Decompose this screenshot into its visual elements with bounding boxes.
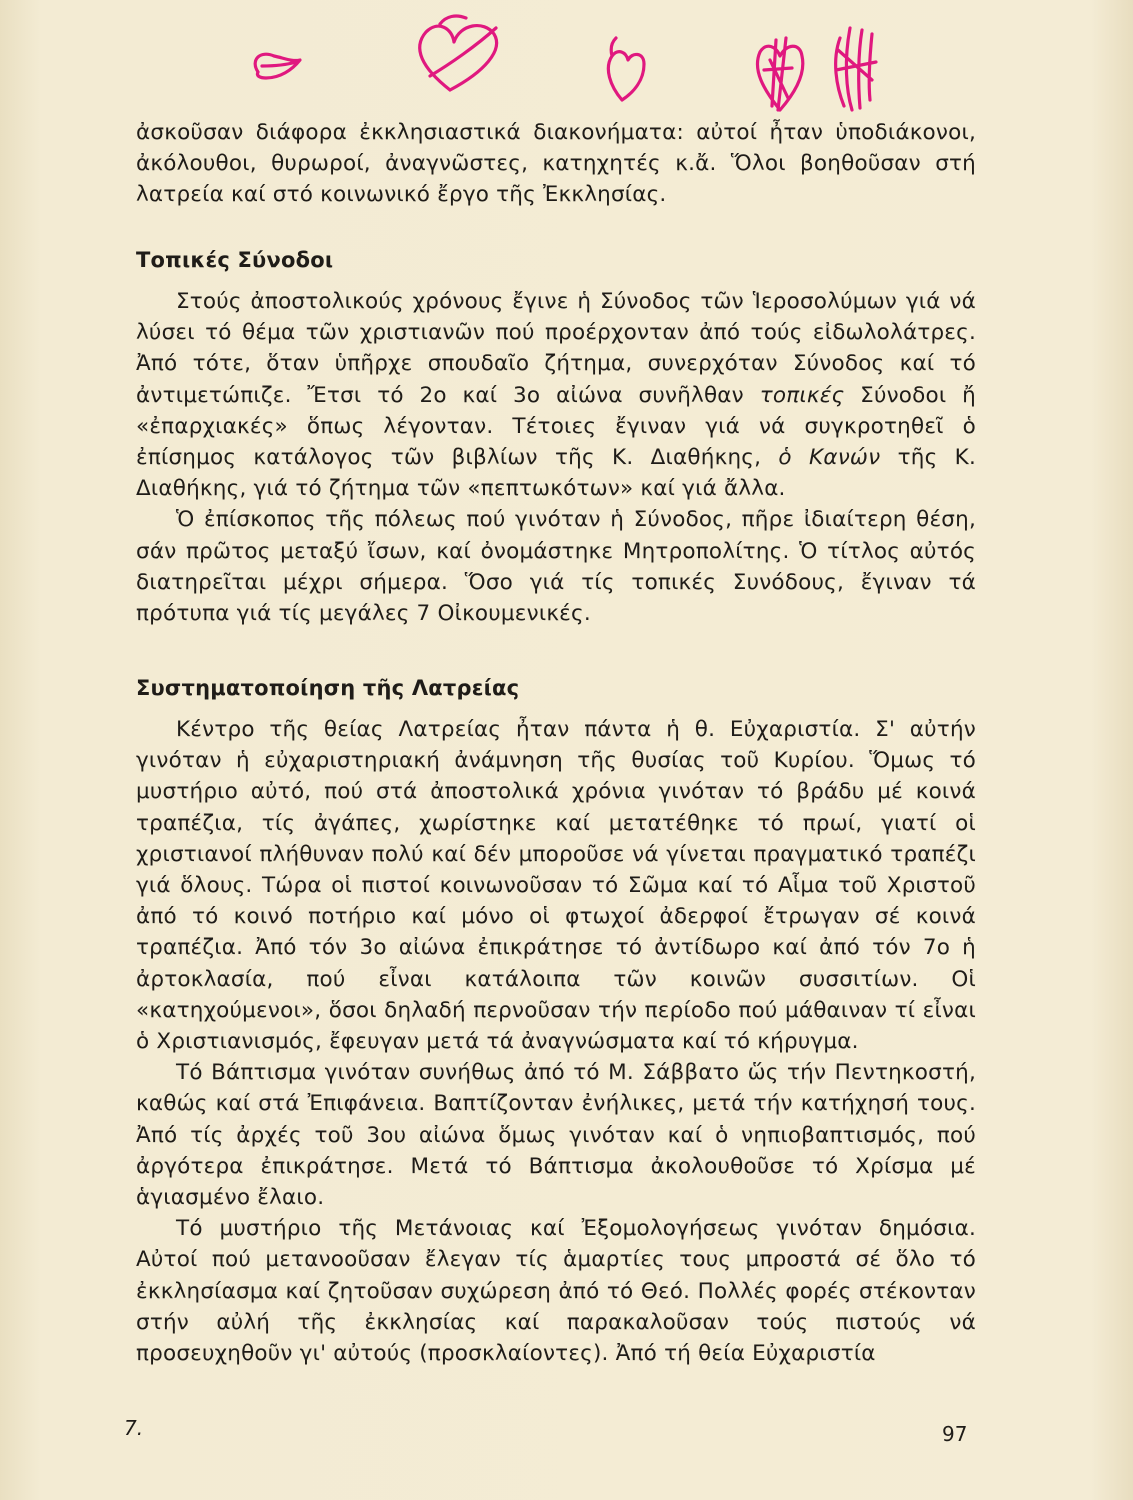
- handwritten-doodles: [240, 10, 900, 120]
- lips-doodle-icon: [255, 54, 300, 78]
- section1-p1-text-c: τῆς Κ. Διαθήκης, γιά τό ζήτημα τῶν «πεπτωκότων» καί γιά ἄλλα.: [136, 445, 976, 502]
- section1-p1-text-a: Στούς ἀποστολικούς χρόνους ἔγινε ἡ Σύνοδος τῶν Ἱεροσολύμων γιά νά λύσει τό θέμα τῶν χριστιανῶν πού προέρχονταν ἀπό τούς εἰδωλολάτρες. Ἀπό τότε, ὅταν ὑπῆρχε σπουδαῖο ζήτημα, συνερχόταν Σύνοδος καί τό ἀντιμετώπιζε. Ἔτσι τό 2ο καί 3ο αἰώνα συνῆλθαν: [136, 289, 976, 408]
- heart-doodle-icon: [420, 16, 497, 90]
- section2-paragraph-3: Τό μυστήριο τῆς Μετάνοιας καί Ἐξομολογήσεως γινόταν δημόσια. Αὐτοί πού μετανοοῦσαν ἔλεγαν τίς ἁμαρτίες τους μπροστά σέ ὅλο τό ἐκκλησίασμα καί ζητοῦσαν συχώρεση ἀπό τό Θεό. Πολλές φορές στέκονταν στήν αὐλή τῆς ἐκκλησίας καί παρακαλοῦσαν τούς πιστούς νά προσευχηθοῦν γι' αὐτούς (προσκλαίοντες). Ἀπό τή θεία Εὐχαριστία: [136, 1216, 976, 1367]
- section1-p1-text-b: Σύνοδοι ἤ «ἐπαρχιακές» ὅπως λέγονταν. Τέτοιες ἔγιναν γιά νά συγκροτηθεῖ ὁ ἐπίσημος κατάλογος τῶν βιβλίων τῆς Κ. Διαθήκης,: [136, 382, 976, 471]
- section1-paragraph-2: Ὁ ἐπίσκοπος τῆς πόλεως πού γινόταν ἡ Σύνοδος, πῆρε ἰδιαίτερη θέση, σάν πρῶτος μεταξύ ἴσων, καί ὀνομάστηκε Μητροπολίτης. Ὁ τίτλος αὐτός διατηρεῖται μέχρι σήμερα. Ὅσο γιά τίς τοπικές Συνόδους, ἔγιναν τά πρότυπα γιά τίς μεγάλες 7 Οἰκουμενικές.: [136, 507, 976, 627]
- section-heading-systimatopoiisi: Συστηματοποίηση τῆς Λατρείας: [136, 676, 520, 700]
- scribbled-heart-doodle-icon: [757, 38, 802, 110]
- section1-p1-emphasis-kanon: ὁ Κανών: [778, 445, 881, 471]
- page-number: 97: [942, 1422, 968, 1446]
- section2-body: [136, 714, 976, 1369]
- section1-p1-emphasis-topikes: τοπικές: [759, 382, 845, 408]
- intro-paragraph: ἀσκοῦσαν διάφορα ἐκκλησιαστικά διακονήματα: αὐτοί ἦταν ὑποδιάκονοι, ἀκόλουθοι, θυρωροί, ἀναγνῶστες, κατηχητές κ.ἄ. Ὅλοι βοηθοῦσαν στή λατρεία καί στό κοινωνικό ἔργο τῆς Ἐκκλησίας.: [136, 120, 976, 208]
- intro-text: [136, 117, 976, 211]
- small-heart-doodle-icon: [608, 38, 644, 100]
- scribble-doodle-icon: [836, 28, 876, 110]
- section2-paragraph-1: Κέντρο τῆς θείας Λατρείας ἦταν πάντα ἡ θ. Εὐχαριστία. Σ' αὐτήν γινόταν ἡ εὐχαριστηριακή ἀνάμνηση τῆς θυσίας τοῦ Κυρίου. Ὅμως τό μυστήριο αὐτό, πού στά ἀποστολικά χρόνια γινόταν τό βράδυ μέ κοινά τραπέζια, τίς ἀγάπες, χωρίστηκε καί μετατέθηκε τό πρωί, γιατί οἱ χριστιανοί πλήθυναν πολύ καί δέν μποροῦσε νά γίνεται πραγματικό τραπέζι γιά ὅλους. Τώρα οἱ πιστοί κοινωνοῦσαν τό Σῶμα καί τό Αἷμα τοῦ Χριστοῦ ἀπό τό κοινό ποτήριο καί μόνο οἱ φτωχοί ἀδερφοί ἔτρωγαν σέ κοινά τραπέζια. Ἀπό τόν 3ο αἰώνα ἐπικράτησε τό ἀντίδωρο καί ἀπό τόν 7ο ἡ ἀρτοκλασία, πού εἶναι κατάλοιπα τῶν κοινῶν συσσιτίων. Οἱ «κατηχούμενοι», ὅσοι δηλαδή περνοῦσαν τήν περίοδο πού μάθαιναν τί εἶναι ὁ Χριστιανισμός, ἔφευγαν μετά τά ἀναγνώσματα καί τό κήρυγμα.: [136, 717, 976, 1055]
- section1-paragraph-1: [136, 286, 976, 504]
- section1-body: [136, 286, 976, 629]
- section2-paragraph-2: Τό Βάπτισμα γινόταν συνήθως ἀπό τό Μ. Σάββατο ὥς τήν Πεντηκοστή, καθώς καί στά Ἐπιφάνεια. Βαπτίζονταν ἐνήλικες, μετά τήν κατήχησή τους. Ἀπό τίς ἀρχές τοῦ 3ου αἰώνα ὅμως γινόταν καί ὁ νηπιοβαπτισμός, πού ἀργότερα ἐπικράτησε. Μετά τό Βάπτισμα ἀκολουθοῦσε τό Χρίσμα μέ ἁγιασμένο ἔλαιο.: [136, 1060, 976, 1211]
- signature-mark: 7.: [124, 1416, 144, 1440]
- section-heading-topikes-synodoi: Τοπικές Σύνοδοι: [136, 248, 334, 272]
